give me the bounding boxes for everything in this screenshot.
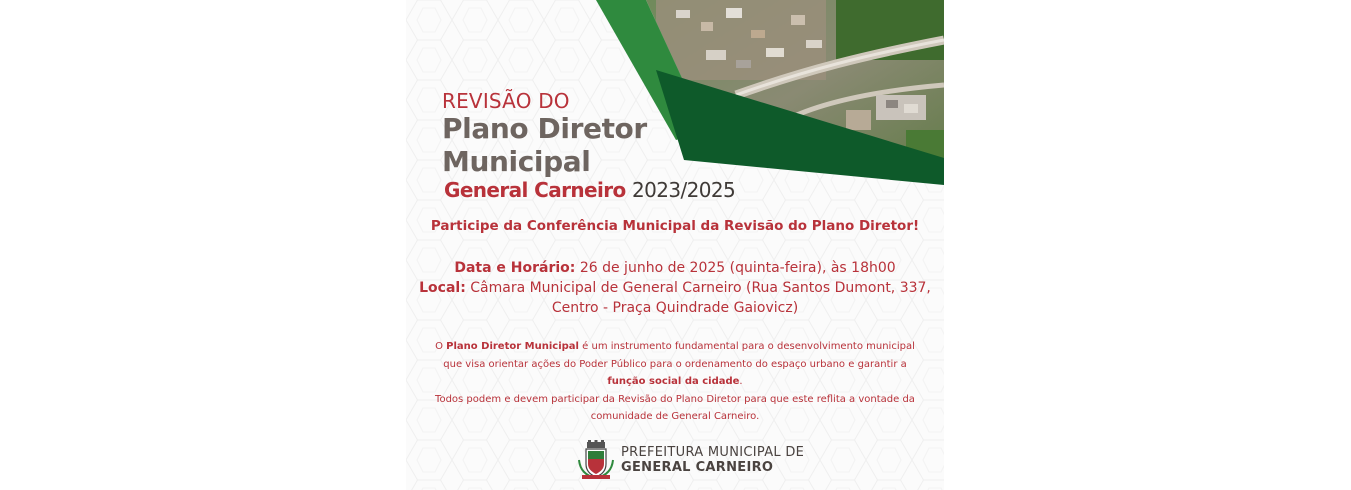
title-line-2: Municipal: [442, 145, 591, 178]
desc-bold-plano: Plano Diretor Municipal: [446, 341, 579, 352]
description-line-2: que visa orientar ações do Poder Público para o ordenamento do espaço urbano e garantir a: [443, 358, 907, 370]
city-and-years: [444, 178, 735, 202]
footer-logo: [576, 440, 816, 480]
description: [406, 338, 944, 426]
place-line: [406, 278, 944, 298]
description-line-1: [406, 338, 944, 356]
poster: [406, 0, 944, 490]
description-line-3: [406, 373, 944, 391]
desc-prefix: O: [435, 341, 447, 352]
date-value: 26 de junho de 2025 (quinta-feira), às 18h00: [579, 260, 896, 276]
years: 2023/2025: [632, 178, 736, 202]
footer-line-2: GENERAL CARNEIRO: [621, 460, 774, 475]
municipal-crest-icon: [576, 440, 616, 480]
place-label: Local:: [419, 280, 466, 296]
title-line-1: Plano Diretor: [442, 112, 647, 145]
footer-line-1: PREFEITURA MUNICIPAL DE: [621, 445, 805, 460]
desc-bold-funcao: função social da cidade: [607, 376, 740, 388]
desc-period: .: [739, 376, 743, 388]
date-line: [406, 258, 944, 278]
city-name: General Carneiro: [444, 178, 626, 202]
description-line-5: comunidade de General Carneiro.: [590, 411, 760, 423]
description-line-4: Todos podem e devem participar da Revisão do Plano Diretor para que este reflita a vontade da: [435, 393, 915, 405]
place-value-line2: Centro - Praça Quindrade Gaiovicz): [551, 300, 799, 316]
event-info: [406, 258, 944, 318]
call-to-action: Participe da Conferência Municipal da Revisão do Plano Diretor!: [430, 218, 920, 234]
date-label: Data e Horário:: [454, 260, 576, 276]
place-value-line1: Câmara Municipal de General Carneiro (Rua Santos Dumont, 337,: [470, 280, 931, 296]
heading-kicker: REVISÃO DO: [442, 89, 570, 113]
desc-rest-line1: é um instrumento fundamental para o desenvolvimento municipal: [578, 341, 915, 352]
